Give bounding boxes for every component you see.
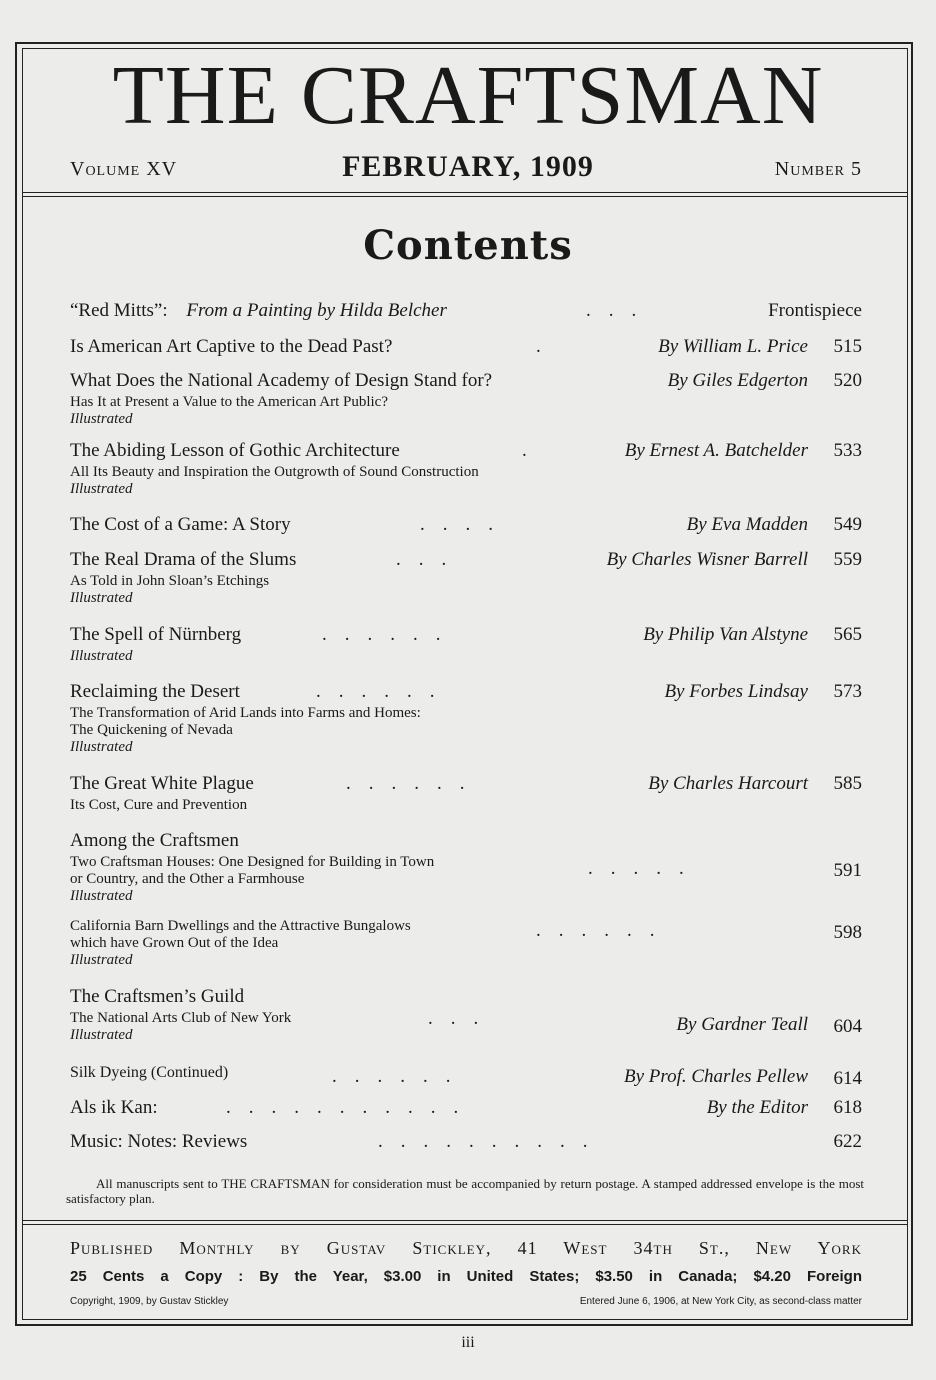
- leader-dots: .: [536, 336, 559, 357]
- volume-label: Volume XV: [70, 158, 178, 180]
- entry-subtitle-2: The Quickening of Nevada: [70, 722, 233, 738]
- entry-title: The Craftsmen’s Guild: [70, 986, 245, 1007]
- entry-illustrated: Illustrated: [70, 739, 133, 755]
- leader-dots: ......: [316, 681, 453, 702]
- entry-author: By Charles Harcourt: [648, 773, 808, 794]
- toc-entry[interactable]: [70, 986, 862, 1044]
- footer-rule-bottom: [22, 1224, 908, 1225]
- copyright-notice: Copyright, 1909, by Gustav Stickley: [70, 1296, 229, 1307]
- manuscript-note: All manuscripts sent to THE CRAFTSMAN for consideration must be accompanied by return postage. A stamped addressed envelope is the most satisfactory plan.: [66, 1176, 864, 1206]
- footer-rule-top: [22, 1220, 908, 1221]
- toc-entry[interactable]: [70, 624, 862, 665]
- toc-entry[interactable]: [70, 830, 862, 905]
- entry-title: Reclaiming the Desert: [70, 681, 240, 702]
- toc-entry[interactable]: [70, 1131, 862, 1155]
- entry-subtitle: The Transformation of Arid Lands into Farms and Homes:: [70, 705, 421, 721]
- entry-title: The Cost of a Game: A Story: [70, 514, 291, 535]
- toc-entry[interactable]: [70, 1097, 862, 1121]
- entry-page: 598: [833, 922, 862, 943]
- entry-page: 559: [833, 549, 862, 570]
- toc-entry[interactable]: [70, 773, 862, 814]
- toc-entry[interactable]: [70, 1064, 862, 1089]
- leader-dots: ......: [346, 773, 483, 794]
- entry-author: By Ernest A. Batchelder: [624, 440, 808, 461]
- entry-author: By Eva Madden: [686, 514, 808, 535]
- entry-title: Silk Dyeing (Continued): [70, 1064, 229, 1081]
- entry-title: Music: Notes: Reviews: [70, 1131, 248, 1152]
- price-line: 25 Cents a Copy : By the Year, $3.00 in United States; $3.50 in Canada; $4.20 Foreign: [70, 1268, 862, 1285]
- entry-title: The Great White Plague: [70, 773, 254, 794]
- toc-entry[interactable]: [70, 370, 862, 428]
- entry-illustrated: Illustrated: [70, 888, 133, 904]
- entry-title: Is American Art Captive to the Dead Past?: [70, 336, 393, 357]
- leader-dots: ...: [586, 300, 655, 321]
- entry-page: 622: [833, 1131, 862, 1152]
- leader-dots: ..........: [378, 1131, 606, 1152]
- entry-title: The Spell of Nürnberg: [70, 624, 242, 645]
- entry-title: “Red Mitts”:: [70, 300, 168, 321]
- entry-page: 573: [833, 681, 862, 702]
- entry-author: By William L. Price: [658, 336, 808, 357]
- masthead-rule-bottom: [22, 196, 908, 197]
- entry-author: By Gardner Teall: [676, 1014, 808, 1035]
- entry-author: By Prof. Charles Pellew: [624, 1066, 808, 1087]
- entry-illustrated: Illustrated: [70, 411, 133, 427]
- leader-dots: ...........: [226, 1097, 477, 1118]
- entry-page: 565: [833, 624, 862, 645]
- leader-dots: ......: [322, 624, 459, 645]
- entry-author: By Charles Wisner Barrell: [606, 549, 808, 570]
- contents-heading: Contents: [363, 222, 573, 269]
- entry-title-italic: From a Painting by Hilda Belcher: [186, 300, 447, 321]
- entry-title: The Abiding Lesson of Gothic Architecture: [70, 440, 400, 461]
- entry-subtitle: The National Arts Club of New York: [70, 1010, 292, 1026]
- entry-subtitle: California Barn Dwellings and the Attractive Bungalows: [70, 918, 411, 934]
- entry-illustrated: Illustrated: [70, 648, 133, 664]
- toc-entry[interactable]: [70, 440, 862, 498]
- leader-dots: .....: [588, 858, 702, 879]
- leader-dots: ....: [420, 514, 511, 535]
- leader-dots: .: [522, 440, 545, 461]
- entry-illustrated: Illustrated: [70, 590, 133, 606]
- entry-author: By the Editor: [706, 1097, 808, 1118]
- toc-entry[interactable]: [70, 514, 862, 538]
- entry-subtitle-2: which have Grown Out of the Idea: [70, 935, 279, 951]
- toc-entry[interactable]: [70, 336, 862, 360]
- publisher-line: Published Monthly by Gustav Stickley, 41 West 34th St., New York: [70, 1238, 862, 1258]
- leader-dots: ...: [396, 549, 465, 570]
- page-folio: iii: [461, 1334, 475, 1351]
- entry-author: By Forbes Lindsay: [664, 681, 808, 702]
- toc-entry-frontispiece[interactable]: [70, 300, 862, 324]
- entry-illustrated: Illustrated: [70, 481, 133, 497]
- entry-title: Among the Craftsmen: [70, 830, 239, 851]
- entry-page: 614: [833, 1068, 862, 1089]
- entry-title: The Real Drama of the Slums: [70, 549, 297, 570]
- masthead-rule-top: [22, 192, 908, 193]
- entry-subtitle-2: or Country, and the Other a Farmhouse: [70, 871, 305, 887]
- entry-illustrated: Illustrated: [70, 1027, 133, 1043]
- leader-dots: ...: [428, 1008, 497, 1029]
- entry-page: 591: [833, 860, 862, 881]
- issue-date: FEBRUARY, 1909: [342, 150, 594, 183]
- entry-subtitle: Its Cost, Cure and Prevention: [70, 797, 248, 813]
- toc-entry[interactable]: [70, 681, 862, 756]
- number-label: Number 5: [774, 158, 862, 180]
- entry-subtitle: Two Craftsman Houses: One Designed for Building in Town: [70, 854, 435, 870]
- entry-page: 618: [833, 1097, 862, 1118]
- entry-title: Als ik Kan:: [70, 1097, 158, 1118]
- entry-author: By Philip Van Alstyne: [643, 624, 808, 645]
- entry-notice: Entered June 6, 1906, at New York City, as second-class matter: [579, 1296, 862, 1307]
- entry-illustrated: Illustrated: [70, 952, 133, 968]
- entry-title: What Does the National Academy of Design Stand for?: [70, 370, 493, 391]
- entry-page: 549: [833, 514, 862, 535]
- leader-dots: ......: [536, 920, 673, 941]
- toc-entry[interactable]: [70, 549, 862, 607]
- entry-subtitle: Has It at Present a Value to the American Art Public?: [70, 394, 388, 410]
- entry-subtitle: All Its Beauty and Inspiration the Outgrowth of Sound Construction: [70, 464, 479, 480]
- magazine-title: THE CRAFTSMAN: [112, 49, 824, 142]
- entry-subtitle: As Told in John Sloan’s Etchings: [70, 573, 270, 589]
- toc-entry[interactable]: [70, 918, 862, 969]
- entry-page: 585: [833, 773, 862, 794]
- leader-dots: ......: [332, 1066, 469, 1087]
- entry-page: Frontispiece: [768, 300, 862, 321]
- entry-author: By Giles Edgerton: [667, 370, 808, 391]
- entry-page: 533: [833, 440, 862, 461]
- entry-page: 515: [833, 336, 862, 357]
- entry-page: 520: [833, 370, 862, 391]
- entry-page: 604: [833, 1016, 862, 1037]
